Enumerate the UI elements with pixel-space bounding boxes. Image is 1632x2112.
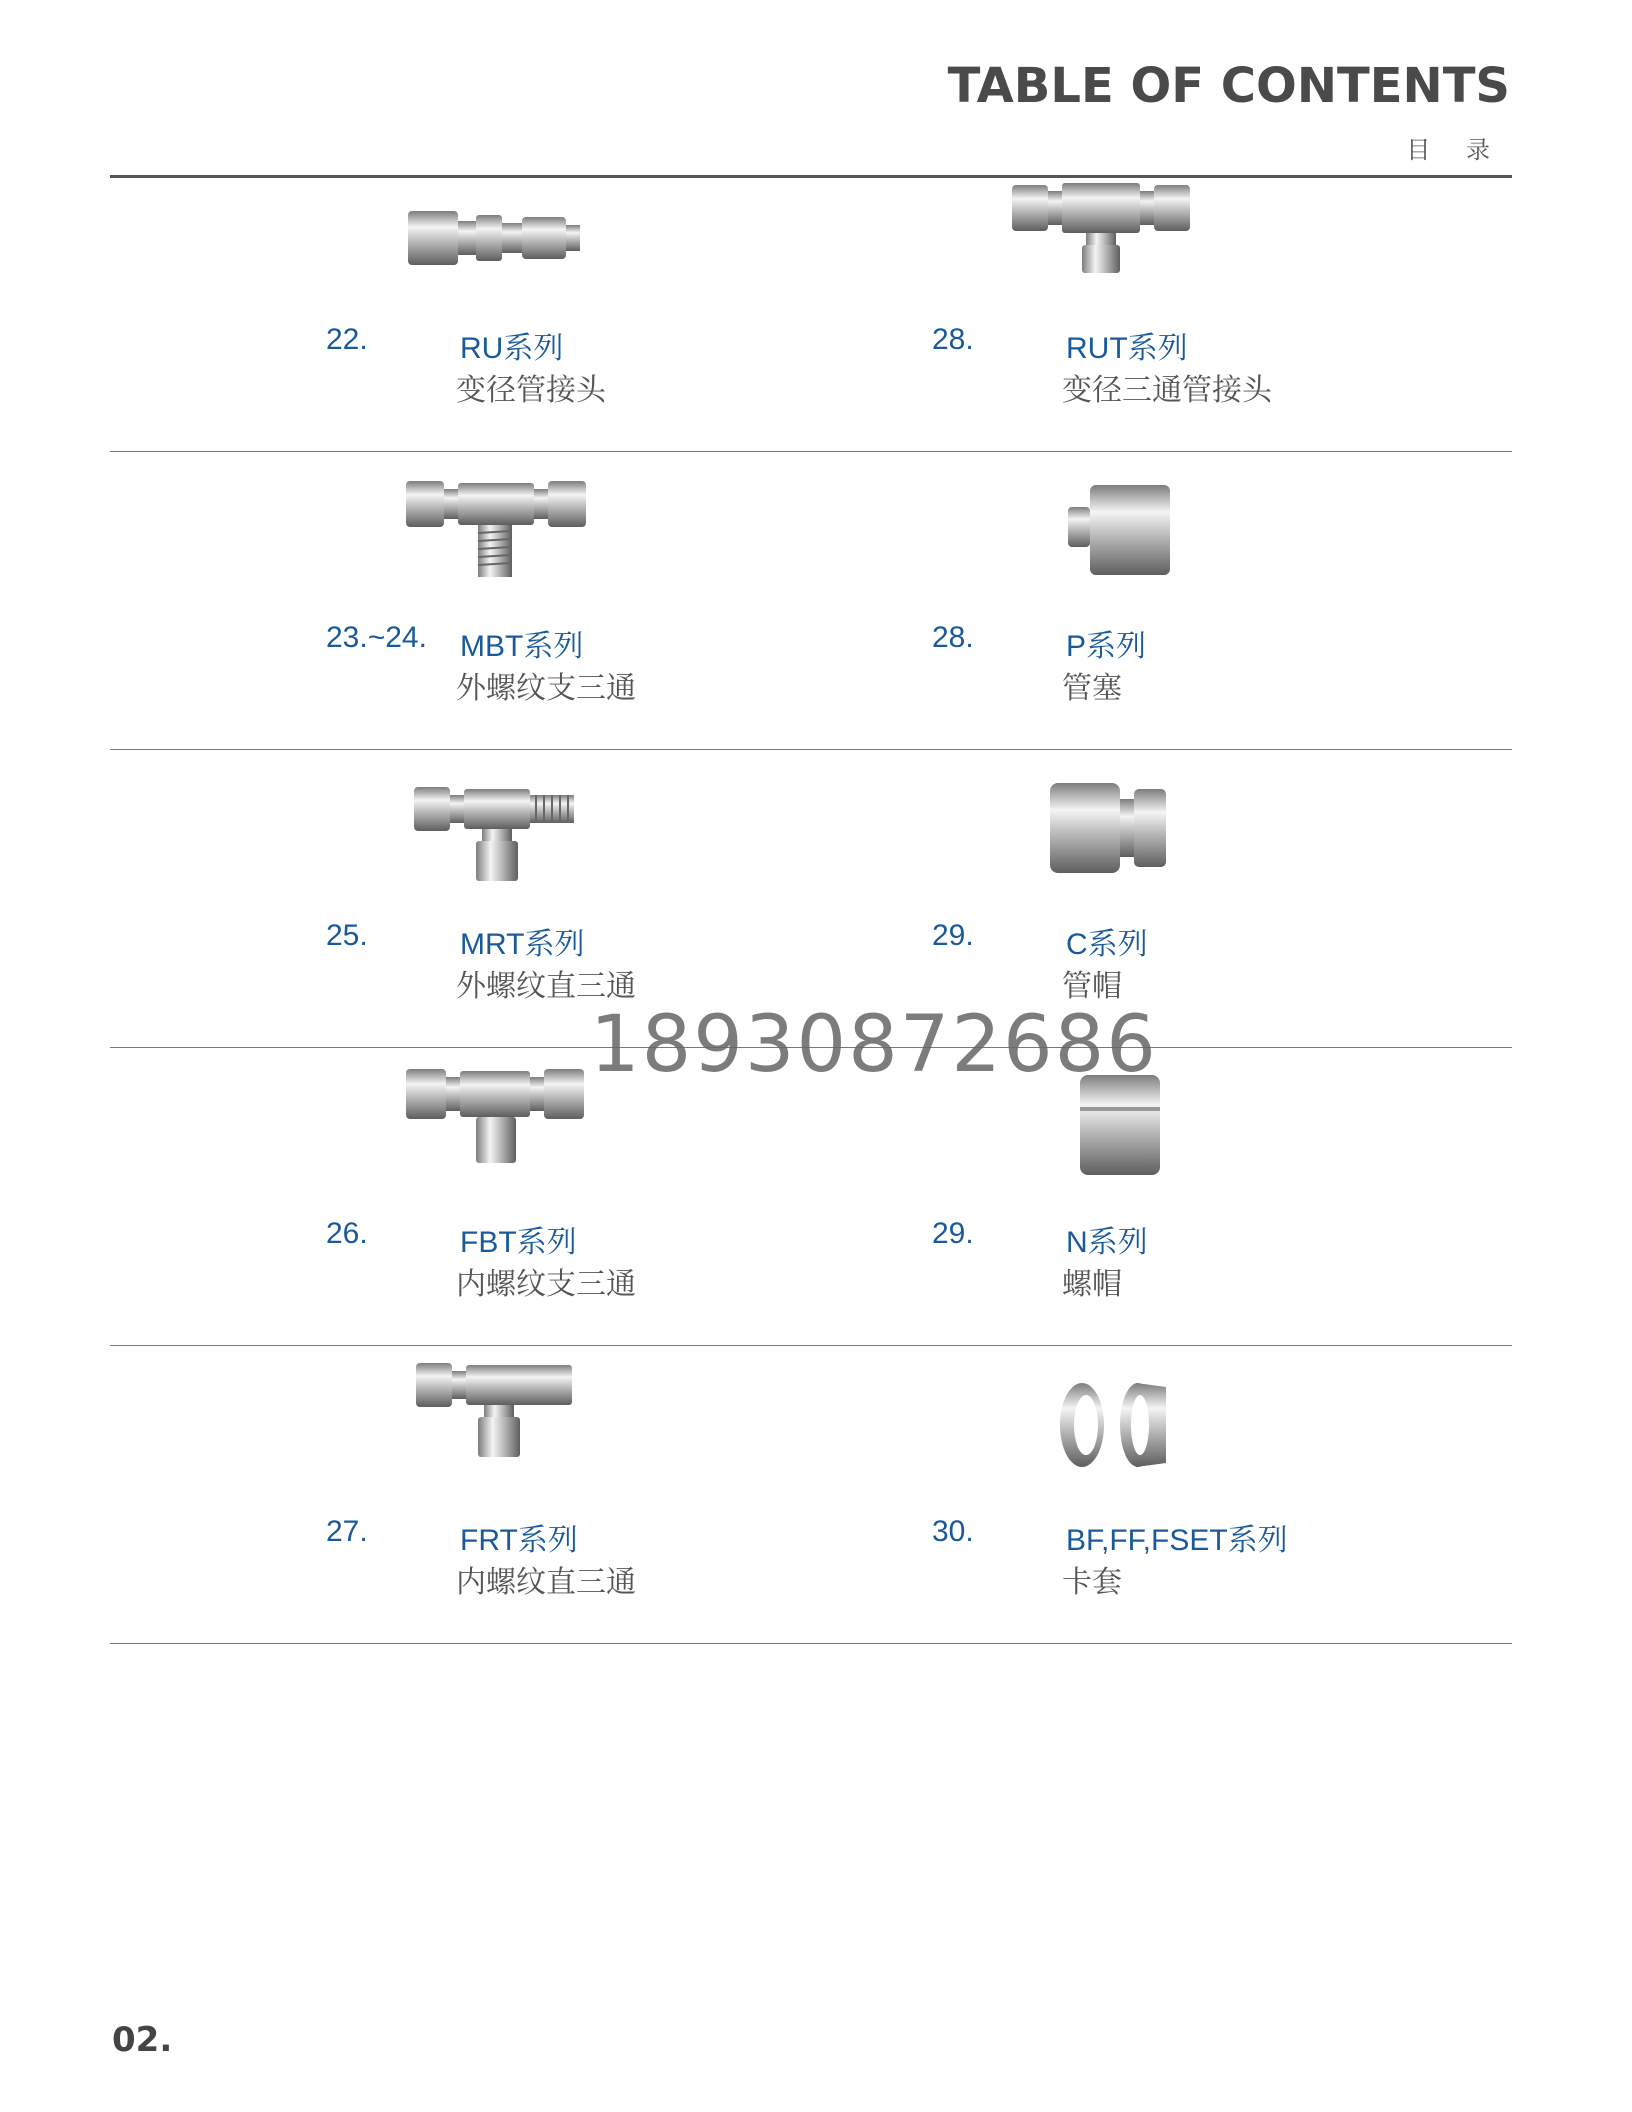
page-title: TABLE OF CONTENTS: [947, 58, 1510, 114]
toc-entry[interactable]: [716, 1047, 1416, 1345]
series-name: RUT系列: [1066, 332, 1188, 365]
page-subtitle: 目 录: [1406, 136, 1504, 164]
series-description: 变径管接头: [456, 373, 606, 408]
series-name: MRT系列: [460, 928, 585, 961]
series-description: 内螺纹支三通: [456, 1267, 636, 1302]
reducing-union-icon: [400, 181, 590, 291]
page-ref: 23.~24.: [326, 621, 427, 654]
series-description: 管帽: [1062, 969, 1122, 1004]
series-name: BF,FF,FSET系列: [1066, 1524, 1288, 1557]
series-name: FBT系列: [460, 1226, 577, 1259]
cap-icon: [1006, 773, 1196, 883]
page-ref: 29.: [932, 919, 974, 952]
series-name: MBT系列: [460, 630, 584, 663]
series-name: C系列: [1066, 928, 1148, 961]
page-ref: 28.: [932, 621, 974, 654]
series-name: P系列: [1066, 630, 1147, 663]
series-name: FRT系列: [460, 1524, 578, 1557]
series-description: 管塞: [1062, 671, 1122, 706]
male-branch-tee-icon: [400, 471, 590, 581]
reducing-tee-icon: [1006, 163, 1196, 273]
toc-row: [110, 1345, 1512, 1644]
series-description: 内螺纹直三通: [456, 1565, 636, 1600]
page-ref: 30.: [932, 1515, 974, 1548]
toc-entry[interactable]: [110, 1345, 810, 1643]
toc-row: [110, 153, 1512, 452]
plug-icon: [1006, 471, 1196, 581]
toc-row: [110, 1047, 1512, 1346]
page-ref: 22.: [326, 323, 368, 356]
ferrule-icon: [1006, 1365, 1196, 1475]
series-description: 螺帽: [1062, 1267, 1122, 1302]
toc-entry[interactable]: [110, 153, 810, 451]
toc-entry[interactable]: [110, 451, 810, 749]
female-run-tee-icon: [400, 1351, 590, 1461]
toc-entry[interactable]: [716, 451, 1416, 749]
watermark: 18930872686: [590, 1000, 1158, 1090]
series-description: 外螺纹直三通: [456, 969, 636, 1004]
series-description: 卡套: [1062, 1565, 1122, 1600]
series-name: N系列: [1066, 1226, 1148, 1259]
toc-entry[interactable]: [716, 153, 1416, 451]
series-description: 变径三通管接头: [1062, 373, 1272, 408]
female-branch-tee-icon: [400, 1055, 590, 1165]
page-ref: 27.: [326, 1515, 368, 1548]
series-name: RU系列: [460, 332, 564, 365]
series-description: 外螺纹支三通: [456, 671, 636, 706]
toc-entry[interactable]: [110, 1047, 810, 1345]
toc-entry[interactable]: [716, 1345, 1416, 1643]
page-ref: 29.: [932, 1217, 974, 1250]
page-ref: 25.: [326, 919, 368, 952]
male-run-tee-icon: [400, 775, 590, 885]
page-ref: 26.: [326, 1217, 368, 1250]
toc-row: [110, 451, 1512, 750]
page-number: 02.: [112, 2020, 173, 2060]
page-ref: 28.: [932, 323, 974, 356]
